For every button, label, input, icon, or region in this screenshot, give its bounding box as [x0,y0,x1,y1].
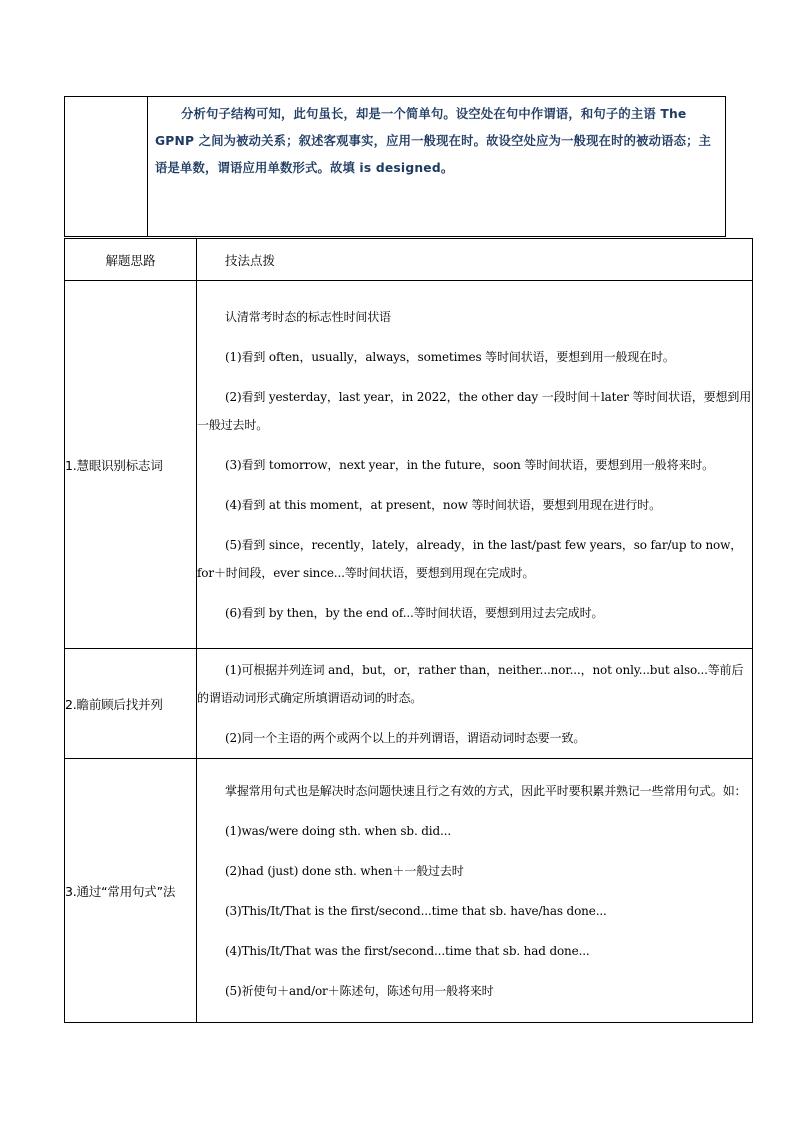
paragraph: 掌握常用句式也是解决时态问题快速且行之有效的方式，因此平时要积累并熟记一些常用句式。如： [225,783,747,798]
paragraph: (4)This/It/That was the first/second...time that sb. had done... [225,943,590,958]
paragraph: (1)was/were doing sth. when sb. did... [225,823,452,838]
paragraph: (1)可根据并列连词 and，but，or，rather than，neither...nor...，not only...but also...等前后的谓语动词形式确定所填谓语动词的时态。 [197,662,744,705]
paragraph: (1)看到 often，usually，always，sometimes 等时间状语，要想到用一般现在时。 [225,349,675,364]
header-approach: 解题思路 [65,239,197,281]
table-header-row [65,239,753,281]
row-label: 2.瞻前顾后找并列 [65,649,197,759]
paragraph: (2)had (just) done sth. when＋一般过去时 [225,863,464,878]
row-label: 3.通过“常用句式”法 [65,759,197,1023]
paragraph: 认清常考时态的标志性时间状语 [225,309,391,324]
technique-table [64,238,753,1023]
paragraph: (6)看到 by then，by the end of...等时间状语，要想到用过去完成时。 [225,605,604,620]
row-content [197,281,753,649]
row-content [197,759,753,1023]
table-row [65,281,753,649]
row-content [197,649,753,759]
paragraph: (3)This/It/That is the first/second...time that sb. have/has done... [225,903,607,918]
analysis-label-cell [65,97,148,236]
paragraph: (5)看到 since，recently，lately，already，in the last/past few years，so far/up to now，for＋时间段，ever since...等时间状语，要想到用现在完成时。 [197,537,743,580]
paragraph: (2)同一个主语的两个或两个以上的并列谓语，谓语动词时态要一致。 [225,730,586,745]
header-tips: 技法点拨 [197,239,753,281]
paragraph: (2)看到 yesterday，last year，in 2022，the other day 一段时间＋later 等时间状语，要想到用一般过去时。 [197,389,752,432]
row-label: 1.慧眼识别标志词 [65,281,197,649]
paragraph: (4)看到 at this moment，at present，now 等时间状语，要想到用现在进行时。 [225,497,661,512]
analysis-paragraph: 分析句子结构可知，此句虽长，却是一个简单句。设空处在句中作谓语，和句子的主语 The GPNP 之间为被动关系；叙述客观事实，应用一般现在时。故设空处应为一般现在时的被动语态；主语是单数，谓语应用单数形式。故填 is designed。 [155,107,712,175]
analysis-text [155,101,721,182]
paragraph: (5)祈使句＋and/or＋陈述句，陈述句用一般将来时 [225,983,494,998]
analysis-box [64,96,726,237]
paragraph: (3)看到 tomorrow，next year，in the future，soon 等时间状语，要想到用一般将来时。 [225,457,714,472]
table-row [65,649,753,759]
table-row [65,759,753,1023]
